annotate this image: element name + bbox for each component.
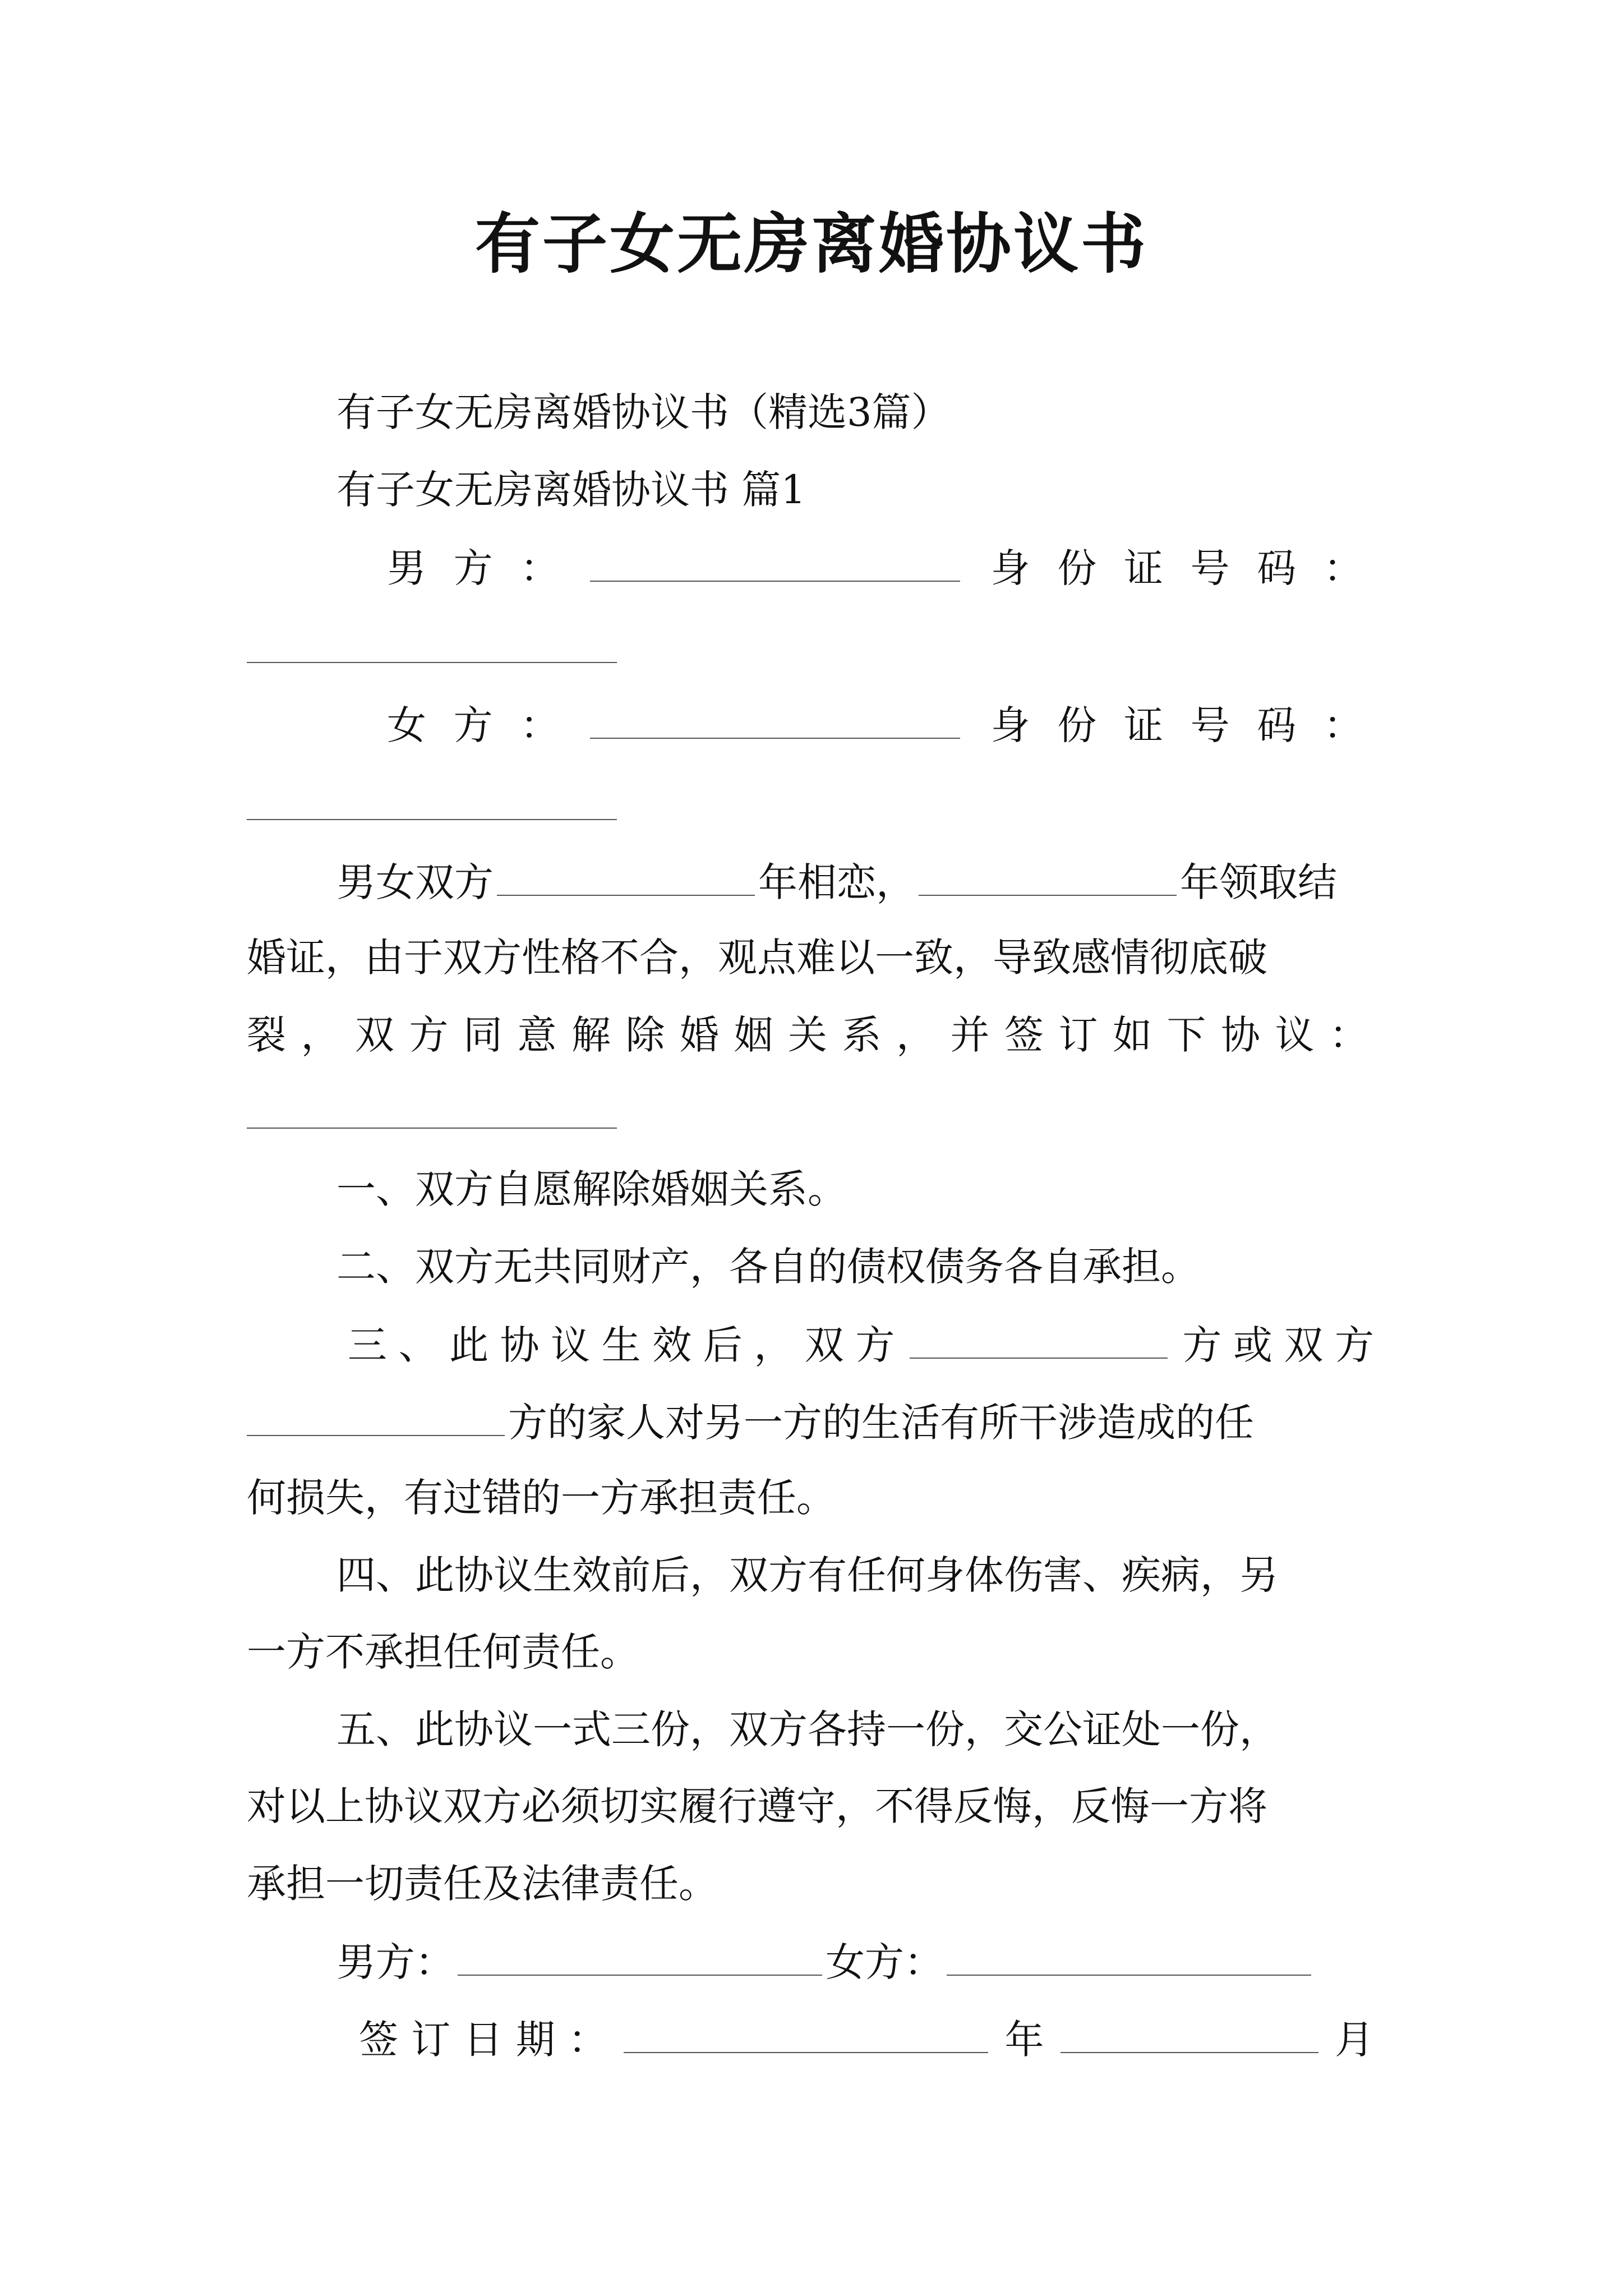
sign-date-char: ：	[568, 2017, 607, 2063]
intro-text: 年领取结	[1180, 859, 1337, 905]
intro-char: 方	[409, 1012, 449, 1058]
intro-char: 并	[950, 1012, 990, 1058]
clause-1: 一、双方自愿解除婚姻关系。	[336, 1166, 847, 1212]
clause-char: 后	[703, 1322, 743, 1368]
clause-char: 生	[601, 1322, 641, 1368]
intro-char: 姻	[734, 1012, 773, 1058]
clause-char: ，	[754, 1322, 794, 1368]
female-label-char: ：	[520, 702, 560, 748]
male-id-line	[387, 541, 1363, 593]
intro-char: 系	[842, 1012, 882, 1058]
intro-char: 签	[1004, 1012, 1044, 1058]
male-id-char: 份	[1057, 545, 1097, 591]
intro-char: 关	[788, 1012, 827, 1058]
clause-4-line-1: 四、此协议生效前后，双方有任何身体伤害、疾病，另	[336, 1552, 1279, 1598]
male-signature-blank	[458, 1935, 822, 1976]
clause-text: 方的家人对另一方的生活有所干涉造成的任	[508, 1400, 1254, 1446]
clause-5-line-3: 承担一切责任及法律责任。	[247, 1861, 718, 1907]
female-label-char: 女	[387, 702, 426, 748]
agreement-blank	[247, 1128, 617, 1129]
clause-char: 议	[551, 1322, 591, 1368]
sign-date-char: 期	[515, 2017, 555, 2063]
female-id-char: 码	[1257, 702, 1297, 748]
intro-char: 同	[463, 1012, 502, 1058]
sign-date-char: 签	[359, 2017, 398, 2063]
male-id-char: 证	[1123, 545, 1163, 591]
male-name-blank	[590, 541, 960, 582]
female-id-char: 号	[1190, 702, 1230, 748]
sign-month-label: 月	[1335, 2017, 1374, 2063]
male-label-char: 男	[387, 545, 426, 591]
clause-char: 协	[500, 1322, 540, 1368]
party-blank	[247, 1396, 505, 1436]
clause-char: 方	[1334, 1322, 1374, 1368]
clause-3-line-1	[348, 1318, 1374, 1370]
intro-char: 意	[517, 1012, 557, 1058]
clause-char: 、	[398, 1322, 438, 1368]
male-label-char: ：	[520, 545, 560, 591]
sign-date-line	[359, 2013, 1374, 2065]
male-id-char: ：	[1323, 545, 1363, 591]
clause-char: 双	[804, 1322, 844, 1368]
female-id-char: ：	[1323, 702, 1363, 748]
intro-char: 订	[1058, 1012, 1098, 1058]
clause-char: 效	[652, 1322, 692, 1368]
male-signature-label: 男方：	[336, 1939, 454, 1985]
sign-year-label: 年	[1004, 2017, 1044, 2063]
clause-5-line-1: 五、此协议一式三份，双方各持一份，交公证处一份，	[336, 1706, 1279, 1752]
marriage-year-blank	[919, 855, 1177, 896]
female-signature-blank	[947, 1935, 1311, 1976]
male-id-char: 码	[1257, 545, 1297, 591]
male-id-char: 号	[1190, 545, 1230, 591]
sign-month-blank	[1061, 2013, 1318, 2053]
intro-line-1	[336, 855, 1337, 908]
clause-3-line-2	[247, 1396, 1254, 1448]
clause-char: 方	[855, 1322, 895, 1368]
intro-char: ：	[1329, 1012, 1368, 1058]
intro-char: 双	[355, 1012, 394, 1058]
intro-char: ，	[896, 1012, 935, 1058]
signature-line	[336, 1935, 1315, 1987]
clause-char: 三	[348, 1322, 387, 1368]
female-id-char: 份	[1057, 702, 1097, 748]
clause-4-line-2: 一方不承担任何责任。	[247, 1629, 639, 1675]
clause-3-line-3: 何损失，有过错的一方承担责任。	[247, 1475, 836, 1521]
clause-char: 双	[1284, 1322, 1324, 1368]
sign-date-char: 日	[463, 2017, 503, 2063]
subtitle: 有子女无房离婚协议书（精选3篇）	[336, 389, 951, 435]
years-dating-blank	[497, 855, 755, 896]
male-id-blank	[247, 662, 617, 663]
sign-year-blank	[624, 2013, 988, 2053]
male-label-char: 方	[453, 545, 493, 591]
clause-char: 此	[449, 1322, 489, 1368]
female-name-blank	[590, 698, 960, 739]
female-id-char: 身	[990, 702, 1030, 748]
intro-char: 婚	[680, 1012, 719, 1058]
female-id-char: 证	[1123, 702, 1163, 748]
female-id-line	[387, 698, 1363, 751]
female-signature-label: 女方：	[826, 1939, 943, 1985]
section-heading: 有子女无房离婚协议书 篇1	[336, 467, 806, 513]
intro-char: 除	[625, 1012, 665, 1058]
intro-line-3	[247, 1010, 1368, 1060]
male-id-char: 身	[990, 545, 1030, 591]
intro-text: 年相恋，	[758, 859, 915, 905]
document-title: 有子女无房离婚协议书	[475, 206, 1148, 282]
intro-text: 男女双方	[336, 859, 494, 905]
clause-5-line-2: 对以上协议双方必须切实履行遵守，不得反悔，反悔一方将	[247, 1783, 1267, 1829]
female-label-char: 方	[453, 702, 493, 748]
intro-char: 下	[1166, 1012, 1206, 1058]
intro-char: 裂	[247, 1012, 286, 1058]
sign-date-char: 订	[411, 2017, 451, 2063]
intro-char: 如	[1113, 1012, 1152, 1058]
intro-char: 协	[1221, 1012, 1260, 1058]
female-id-blank	[247, 819, 617, 820]
intro-char: 解	[571, 1012, 611, 1058]
intro-char: 议	[1275, 1012, 1315, 1058]
clause-char: 或	[1233, 1322, 1272, 1368]
clause-2: 二、双方无共同财产，各自的债权债务各自承担。	[336, 1244, 1200, 1290]
clause-char: 方	[1182, 1322, 1222, 1368]
intro-char: ，	[301, 1012, 340, 1058]
intro-line-2: 婚证，由于双方性格不合，观点难以一致，导致感情彻底破	[247, 935, 1267, 981]
party-blank	[910, 1318, 1168, 1359]
